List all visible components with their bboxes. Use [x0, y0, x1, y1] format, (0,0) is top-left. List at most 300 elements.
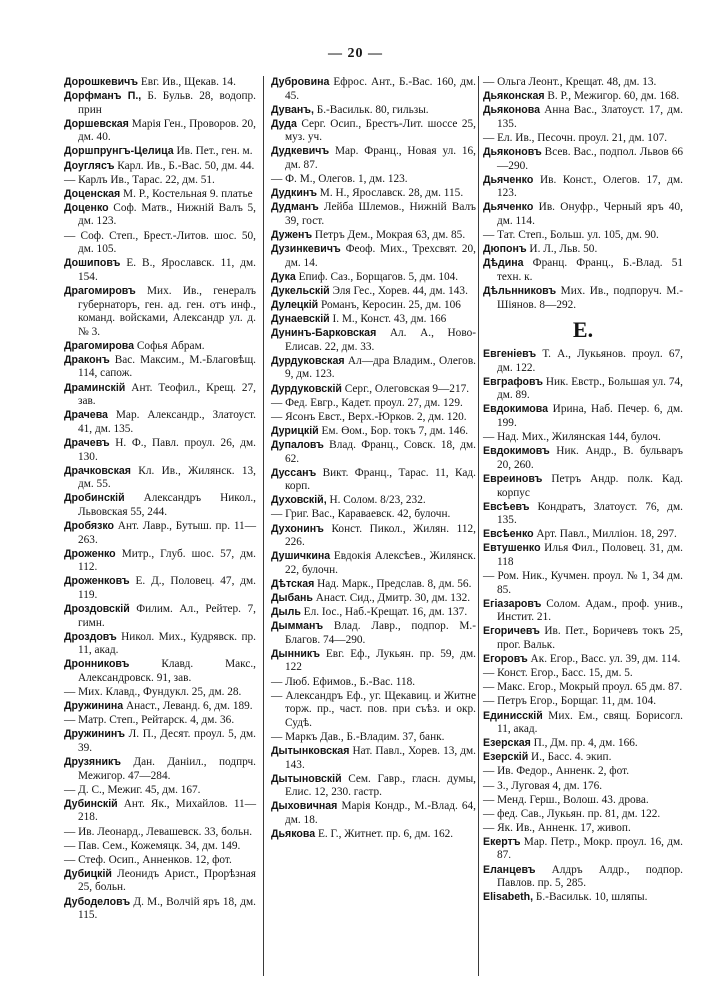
directory-entry	[271, 620, 476, 647]
directory-entry	[271, 508, 476, 522]
directory-entry	[271, 397, 476, 411]
directory-entry	[271, 383, 476, 397]
entry-surname: Дытынковская	[271, 745, 350, 757]
entry-surname: Дроженко	[64, 547, 116, 560]
entry-surname: Дупаловъ	[271, 438, 324, 451]
entry-details: Евг. Ив., Щекав. 14.	[138, 76, 236, 88]
directory-entry	[483, 257, 683, 284]
entry-surname: Дурдуковская	[271, 354, 345, 367]
directory-entry	[64, 658, 256, 685]
directory-entry	[483, 737, 683, 751]
directory-entry	[271, 592, 476, 606]
entry-details: Франц. Франц., Б.-Влад. 51 техн. к.	[497, 257, 683, 283]
entry-surname: Дорфманъ П.,	[64, 90, 142, 103]
entry-surname: Дроздовъ	[64, 630, 117, 643]
directory-entry	[271, 104, 476, 118]
directory-entry	[64, 160, 256, 174]
directory-entry	[483, 765, 683, 779]
entry-details: — Як. Ив., Анненк. 17, живоп.	[483, 821, 631, 834]
directory-entry	[483, 243, 683, 257]
entry-details: — Карлъ Ив., Тарас. 22, дм. 51.	[64, 173, 215, 186]
directory-entry	[64, 575, 256, 602]
directory-entry	[64, 230, 256, 257]
entry-surname: Егоричевъ	[483, 625, 540, 638]
entry-surname: Дымманъ	[271, 620, 324, 633]
directory-entry	[271, 425, 476, 439]
directory-entry	[483, 473, 683, 500]
entry-surname: Дынникъ	[271, 647, 320, 660]
entry-surname: Дьяченко	[483, 173, 534, 186]
entry-details: Ив. Пет., Боричевъ токъ 25, прог. Вальк.	[497, 625, 683, 652]
directory-column-1	[64, 76, 256, 923]
page-number: — 20 —	[328, 46, 383, 61]
entry-surname: Дружининъ	[64, 728, 125, 741]
entry-surname: Дурдуковскій	[271, 382, 342, 395]
entry-details: Е. В., Ярославск. 11, дм. 154.	[78, 257, 256, 283]
entry-details: Леонидъ Арист., Прорѣзная 25, больн.	[78, 867, 256, 894]
entry-surname: Друзяникъ	[64, 756, 122, 769]
entry-details: Дан. Даніил., подпрч. Межигор. 47—284.	[78, 756, 256, 782]
entry-surname: Дьяченко	[483, 201, 534, 214]
entry-surname: Дыбань	[271, 591, 313, 604]
directory-entry	[271, 201, 476, 228]
directory-entry	[483, 864, 683, 891]
directory-entry	[64, 90, 256, 117]
entry-details: Ант. Лавр., Бутыш. пр. 11—263.	[78, 520, 256, 546]
directory-entry	[64, 686, 256, 700]
directory-entry	[271, 355, 476, 382]
entry-surname: Elisabeth,	[483, 891, 534, 904]
entry-surname: Дудкинъ	[271, 187, 317, 200]
directory-entry	[483, 229, 683, 243]
entry-details: Викт. Франц., Тарас. 11, Кад. корп.	[285, 466, 476, 493]
entry-details: Мих. Ив., подпоруч. М.-Шіянов. 8—292.	[497, 284, 683, 311]
entry-details: Софья Абрам.	[134, 339, 205, 352]
entry-surname: Дубицкій	[64, 867, 112, 880]
entry-details: Всев. Вас., подпол. Львов 66—290.	[497, 145, 683, 172]
entry-surname: Душичкина	[271, 550, 331, 563]
directory-entry	[483, 681, 683, 695]
directory-entry	[271, 285, 476, 299]
entry-details: Б.-Васильк. 10, шляпы.	[533, 891, 648, 904]
directory-entry	[64, 714, 256, 728]
entry-details: Е. Г., Житнет. пр. 6, дм. 162.	[315, 828, 454, 841]
entry-details: Д. М., Волчій яръ 18, дм. 115.	[78, 895, 256, 922]
directory-entry	[483, 542, 683, 569]
directory-entry	[64, 76, 256, 90]
entry-surname: Дьяконовъ	[483, 145, 542, 158]
entry-details: Ел. Іос., Наб.-Крещат. 16, дм. 137.	[300, 606, 468, 619]
directory-entry	[271, 494, 476, 508]
entry-surname: Дронниковъ	[64, 658, 130, 671]
directory-entry	[64, 174, 256, 188]
entry-surname: Дузинкевичъ	[271, 243, 341, 256]
directory-entry	[271, 606, 476, 620]
entry-details: Ник. Евстр., Большая ул. 74, дм. 89.	[497, 375, 683, 402]
entry-surname: Езерскій	[483, 751, 529, 764]
directory-entry	[483, 285, 683, 312]
entry-details: Серг. Осип., Брестъ-Лит. шоссе 25, муз. уч.	[285, 117, 476, 144]
directory-entry	[271, 145, 476, 172]
directory-entry	[64, 520, 256, 547]
directory-entry	[483, 570, 683, 597]
entry-details: Влад. Франц., Совск. 18, дм. 62.	[285, 438, 476, 465]
section-letter: Е.	[572, 317, 594, 343]
entry-details: Александръ Никол., Львовская 55, 244.	[78, 492, 256, 518]
entry-surname: Дуссанъ	[271, 466, 317, 479]
entry-details: Ант. Теофил., Крещ. 27, зав.	[78, 381, 256, 408]
entry-surname: Дьяконская	[483, 90, 545, 103]
entry-details: Евдокія Алексѣев., Жилянск. 22, булочн.	[285, 550, 476, 576]
entry-surname: Егоровъ	[483, 653, 528, 666]
directory-entry	[483, 653, 683, 667]
entry-details: Влад. Лавр., подпор. М.-Благов. 74—290.	[285, 620, 476, 646]
directory-entry	[483, 598, 683, 625]
entry-surname: Драчева	[64, 409, 108, 422]
entry-details: — Ольга Леонт., Крещат. 48, дм. 13.	[483, 76, 657, 88]
entry-surname: Духонинъ	[271, 522, 324, 535]
directory-entry	[271, 578, 476, 592]
entry-details: Ант. Як., Михайлов. 11—218.	[78, 797, 256, 824]
entry-surname: Дѣдина	[483, 257, 524, 270]
directory-entry	[483, 667, 683, 681]
entry-details: Мар. Александр., Златоуст. 41, дм. 135.	[78, 409, 256, 435]
entry-surname: Доценская	[64, 187, 121, 200]
entry-details: Кл. Ив., Жилянск. 13, дм. 55.	[78, 464, 256, 491]
entry-surname: Дуда	[271, 117, 297, 130]
entry-surname: Екертъ	[483, 835, 521, 848]
directory-entry	[483, 891, 683, 905]
entry-surname: Дулецкій	[271, 299, 319, 311]
entry-surname: Евдокимова	[483, 403, 549, 416]
directory-entry	[271, 828, 476, 842]
entry-details: Нат. Павл., Хорев. 13, дм. 143.	[285, 745, 476, 771]
directory-entry	[271, 439, 476, 466]
entry-surname: Дѣльнниковъ	[483, 284, 557, 297]
entry-details: — Ив. Леонард., Левашевск. 33, больн.	[64, 825, 253, 838]
entry-details: Над. Марк., Предслав. 8, дм. 56.	[314, 577, 472, 590]
entry-details: І. М., Конст. 43, дм. 166	[329, 313, 447, 326]
entry-details: Марія Кондр., М.-Влад. 64, дм. 18.	[285, 800, 476, 826]
entry-details: Б.-Васильк. 80, гильзы.	[313, 103, 429, 116]
entry-details: — Д. С., Межиг. 45, дм. 167.	[64, 783, 201, 796]
entry-details: — Люб. Ефимов., Б.-Вас. 118.	[271, 675, 416, 688]
entry-details: Вас. Максим., М.-Благовѣщ. 114, сапож.	[78, 353, 256, 380]
entry-details: Ем. Өом., Бор. токъ 7, дм. 146.	[318, 424, 469, 437]
directory-entry	[483, 174, 683, 201]
directory-entry	[271, 229, 476, 243]
directory-entry	[64, 603, 256, 630]
directory-entry	[64, 840, 256, 854]
directory-entry	[271, 745, 476, 772]
entry-details: Ефрос. Ант., Б.-Вас. 160, дм. 45.	[285, 76, 476, 102]
entry-details: Арт. Павл., Милліон. 18, 297.	[533, 528, 677, 541]
entry-surname: Евсѣенко	[483, 528, 534, 541]
entry-surname: Еланцевъ	[483, 863, 536, 876]
entry-surname: Единисскій	[483, 709, 543, 722]
directory-entry	[271, 800, 476, 827]
directory-entry	[271, 243, 476, 270]
directory-entry	[483, 403, 683, 430]
entry-surname: Дроздовскій	[64, 603, 130, 616]
entry-details: Ал. А., Ново-Елисав. 22, дм. 33.	[285, 327, 476, 353]
entry-surname: Духовскій,	[271, 494, 327, 507]
directory-entry	[271, 648, 476, 675]
entry-surname: Драгомирова	[64, 339, 135, 352]
entry-surname: Дыль	[271, 606, 301, 619]
directory-entry	[64, 118, 256, 145]
column-divider	[263, 76, 264, 976]
entry-details: — Пав. Сем., Кожемяцк. 34, дм. 149.	[64, 839, 241, 852]
entry-details: П., Дм. пр. 4, дм. 166.	[530, 737, 638, 750]
entry-details: — Ясонъ Евст., Верх.-Юрков. 2, дм. 120.	[271, 410, 467, 423]
entry-surname: Дунаевскій	[271, 313, 330, 326]
entry-surname: Дошиповъ	[64, 257, 121, 270]
directory-entry	[64, 340, 256, 354]
entry-details: Ив. Конст., Олегов. 17, дм. 123.	[497, 173, 683, 200]
entry-details: — Маркъ Дав., Б.-Владим. 37, банк.	[271, 730, 445, 743]
entry-details: Ив. Онуфр., Черный яръ 40, дм. 114.	[497, 201, 683, 227]
entry-surname: Егіазаровъ	[483, 597, 542, 610]
entry-details: — Менд. Герш., Волош. 43. дрова.	[483, 793, 649, 806]
directory-entry	[64, 257, 256, 284]
entry-surname: Евсѣевъ	[483, 500, 530, 513]
directory-entry	[64, 409, 256, 436]
entry-details: Солом. Адам., проф. унив., Инстит. 21.	[497, 597, 683, 624]
directory-entry	[64, 188, 256, 202]
directory-entry	[64, 285, 256, 339]
entry-details: Ник. Андр., В. бульваръ 20, 260.	[497, 445, 683, 471]
directory-entry	[64, 868, 256, 895]
entry-details: Л. П., Десят. проул. 5, дм. 39.	[78, 728, 256, 754]
entry-surname: Дубровина	[271, 76, 330, 88]
directory-entry	[64, 354, 256, 381]
entry-surname: Дьякова	[271, 828, 316, 841]
entry-surname: Евграфовъ	[483, 375, 543, 388]
entry-details: — Мих. Клавд., Фундукл. 25, дм. 28.	[64, 686, 242, 699]
directory-entry	[64, 728, 256, 755]
entry-details: Мих. Ив., генералъ губернаторъ, ген. ад. ген. отъ инф., команд. войсками, Александр ул. д. № 3.	[78, 284, 256, 338]
entry-details: Марія Ген., Проворов. 20, дм. 40.	[78, 117, 256, 144]
entry-details: Евг. Еф., Лукьян. пр. 59, дм. 122	[285, 647, 476, 674]
entry-details: Илья Фил., Половец. 31, дм. 118	[497, 542, 683, 568]
entry-details: Соф. Матв., Нижній Валъ 5, дм. 123.	[78, 201, 256, 228]
entry-details: Феоф. Мих., Трехсвят. 20, дм. 14.	[285, 243, 476, 269]
entry-surname: Евреиновъ	[483, 472, 543, 485]
directory-entry	[483, 501, 683, 528]
entry-details: Петръ Дем., Мокрая 63, дм. 85.	[312, 229, 466, 242]
directory-entry	[483, 348, 683, 375]
entry-details: И. Л., Льв. 50.	[526, 243, 598, 256]
entry-surname: Драгомировъ	[64, 284, 136, 297]
directory-entry	[271, 690, 476, 731]
entry-details: — Петръ Егор., Борщаг. 11, дм. 104.	[483, 695, 657, 708]
entry-surname: Дудманъ	[271, 201, 319, 214]
directory-entry	[64, 382, 256, 409]
entry-details: Романъ, Керосин. 25, дм. 106	[318, 299, 461, 311]
directory-entry	[483, 76, 683, 90]
entry-surname: Дробинскій	[64, 492, 125, 505]
directory-entry	[271, 467, 476, 494]
directory-entry	[483, 625, 683, 652]
entry-surname: Дудкевичъ	[271, 145, 330, 158]
directory-entry	[271, 313, 476, 327]
entry-details: Сем. Гавр., гласн. думы, Елис. 12, 230. гастр.	[285, 772, 476, 799]
directory-entry	[483, 695, 683, 709]
directory-entry	[271, 299, 476, 313]
entry-surname: Езерская	[483, 737, 531, 750]
directory-entry	[483, 710, 683, 737]
entry-surname: Дюпонъ	[483, 243, 527, 256]
entry-details: — Александръ Еф., уг. Щекавиц. и Житне торж. пр., част. пов. при съѣз. и окр. Судѣ.	[271, 689, 476, 729]
directory-entry	[483, 431, 683, 445]
entry-details: Анна Вас., Златоуст. 17, дм. 135.	[497, 104, 683, 130]
entry-details: М. Н., Ярославск. 28, дм. 115.	[316, 187, 464, 200]
entry-details: Анаст., Леванд. 6, дм. 189.	[123, 700, 253, 713]
directory-entry	[64, 756, 256, 783]
entry-details: — Над. Мих., Жилянская 144, булоч.	[483, 431, 661, 444]
entry-details: Е. Д., Половец. 47, дм. 119.	[78, 575, 256, 601]
directory-entry	[64, 548, 256, 575]
entry-surname: Дробязко	[64, 520, 114, 532]
entry-surname: Дѣтская	[271, 577, 315, 590]
entry-details: Мар. Петр., Мокр. проул. 16, дм. 87.	[497, 835, 683, 862]
directory-entry	[271, 327, 476, 354]
entry-details: Филим. Ал., Рейтер. 7, гимн.	[78, 603, 256, 629]
entry-surname: Дунинъ-Барковская	[271, 327, 377, 340]
entry-surname: Доценко	[64, 201, 109, 214]
entry-surname: Дытыновскій	[271, 772, 342, 785]
entry-surname: Драконъ	[64, 353, 110, 366]
entry-details: Ак. Егор., Васс. ул. 39, дм. 114.	[527, 653, 681, 666]
entry-details: — Ел. Ив., Песочн. проул. 21, дм. 107.	[483, 131, 668, 144]
directory-entry	[271, 271, 476, 285]
entry-details: — Матр. Степ., Рейтарск. 4, дм. 36.	[64, 714, 235, 727]
directory-entry	[483, 528, 683, 542]
directory-entry	[64, 826, 256, 840]
column-divider	[478, 76, 479, 976]
entry-details: Ал—дра Владим., Олегов. 9, дм. 123.	[285, 354, 476, 381]
entry-surname: Дорошкевичъ	[64, 76, 139, 88]
entry-details: Кондратъ, Златоуст. 76, дм. 135.	[497, 500, 683, 527]
entry-surname: Доуглясъ	[64, 159, 115, 172]
directory-entry	[64, 202, 256, 229]
entry-surname: Дыховичная	[271, 800, 338, 813]
entry-details: — Тат. Степ., Больш. ул. 105, дм. 90.	[483, 229, 659, 242]
directory-entry	[483, 376, 683, 403]
directory-entry	[64, 700, 256, 714]
directory-entry	[271, 411, 476, 425]
entry-surname: Дуванъ,	[271, 103, 314, 116]
entry-details: — фед. Сав., Лукьян. пр. 81, дм. 122.	[483, 807, 661, 820]
directory-entry	[271, 550, 476, 577]
entry-details: Петръ Андр. полк. Кад. корпус	[497, 472, 683, 499]
entry-details: — Григ. Вас., Караваевск. 42, булочн.	[271, 508, 451, 521]
entry-details: Серг., Олеговская 9—217.	[341, 382, 470, 395]
entry-details: Алдръ Алдр., подпор. Павлов. пр. 5, 285.	[497, 863, 683, 890]
directory-entry	[271, 76, 476, 103]
entry-details: Б. Бульв. 28, водопр. прин	[78, 90, 256, 116]
directory-entry	[64, 465, 256, 492]
directory-entry	[271, 173, 476, 187]
entry-details: Т. А., Лукьянов. проул. 67, дм. 122.	[497, 348, 683, 374]
entry-details: Н. Ф., Павл. проул. 26, дм. 130.	[78, 436, 256, 463]
directory-entry	[483, 146, 683, 173]
directory-entry	[64, 784, 256, 798]
entry-surname: Драминскій	[64, 381, 126, 394]
entry-details: Н. Солом. 8/23, 232.	[326, 494, 426, 507]
directory-entry	[271, 731, 476, 745]
entry-surname: Дуженъ	[271, 229, 313, 242]
entry-details: — Ром. Ник., Кучмен. проул. № 1, 34 дм. 85.	[483, 570, 683, 596]
entry-surname: Евгеніевъ	[483, 348, 537, 361]
directory-entry	[64, 798, 256, 825]
entry-details: И., Басс. 4. экип.	[528, 751, 612, 764]
entry-details: Клавд. Макс., Александровск. 91, зав.	[78, 658, 256, 685]
entry-details: Ирина, Наб. Печер. 6, дм. 199.	[497, 403, 683, 430]
directory-entry	[483, 104, 683, 131]
entry-details: Ив. Пет., ген. м.	[173, 145, 253, 158]
entry-details: Мар. Франц., Новая ул. 16, дм. 87.	[285, 145, 476, 172]
directory-entry	[483, 822, 683, 836]
directory-entry	[64, 896, 256, 923]
directory-entry	[483, 201, 683, 228]
entry-details: Никол. Мих., Кудрявск. пр. 11, акад.	[78, 630, 256, 657]
entry-details: Митр., Глуб. шос. 57, дм. 112.	[78, 547, 256, 574]
entry-details: — Ив. Федор., Анненк. 2, фот.	[483, 765, 630, 778]
entry-details: Лейба Шлемов., Нижній Валъ 39, гост.	[285, 201, 476, 227]
entry-details: — Соф. Степ., Брест.-Литов. шос. 50, дм. 105.	[64, 229, 256, 256]
entry-surname: Доршпрунгъ-Целица	[64, 145, 174, 158]
entry-details: — Стеф. Осип., Анненков. 12, фот.	[64, 853, 232, 866]
directory-entry	[64, 437, 256, 464]
directory-entry	[64, 145, 256, 159]
entry-surname: Дукельскій	[271, 284, 330, 297]
entry-surname: Евтушенко	[483, 542, 541, 555]
directory-column-2	[271, 76, 476, 842]
entry-surname: Доршевская	[64, 117, 129, 130]
entry-details: М. Р., Костельная 9. платье	[120, 187, 253, 200]
directory-entry	[483, 780, 683, 794]
entry-details: — Макс. Егор., Мокрый проул. 65 дм. 87.	[483, 681, 683, 694]
entry-surname: Дубоделовъ	[64, 895, 131, 908]
directory-entry	[271, 676, 476, 690]
directory-entry	[271, 118, 476, 145]
directory-entry	[271, 187, 476, 201]
entry-details: Анаст. Сид., Дмитр. 30, дм. 132.	[312, 591, 471, 604]
directory-entry	[64, 854, 256, 868]
entry-details: — Фед. Евгр., Кадет. проул. 27, дм. 129.	[271, 396, 463, 409]
directory-entry	[483, 445, 683, 472]
entry-surname: Драчковская	[64, 464, 131, 477]
entry-details: — Ф. М., Олегов. 1, дм. 123.	[271, 173, 408, 186]
entry-surname: Евдокимовъ	[483, 445, 550, 458]
entry-surname: Дука	[271, 270, 296, 283]
entry-details: Конст. Пикол., Жилян. 112, 226.	[285, 522, 476, 549]
directory-entry	[483, 90, 683, 104]
entry-details: — З., Луговая 4, дм. 176.	[483, 779, 603, 792]
directory-entry	[271, 523, 476, 550]
directory-entry	[483, 794, 683, 808]
directory-entry	[483, 751, 683, 765]
directory-entry	[64, 631, 256, 658]
entry-surname: Дурицкій	[271, 424, 319, 437]
entry-details: Мих. Ем., свящ. Борисогл. 11, акад.	[497, 709, 683, 736]
entry-details: Епиф. Саз., Борщагов. 5, дм. 104.	[295, 270, 459, 283]
entry-surname: Дьяконова	[483, 104, 541, 117]
entry-surname: Драчевъ	[64, 436, 110, 449]
entry-surname: Дружинина	[64, 700, 124, 713]
